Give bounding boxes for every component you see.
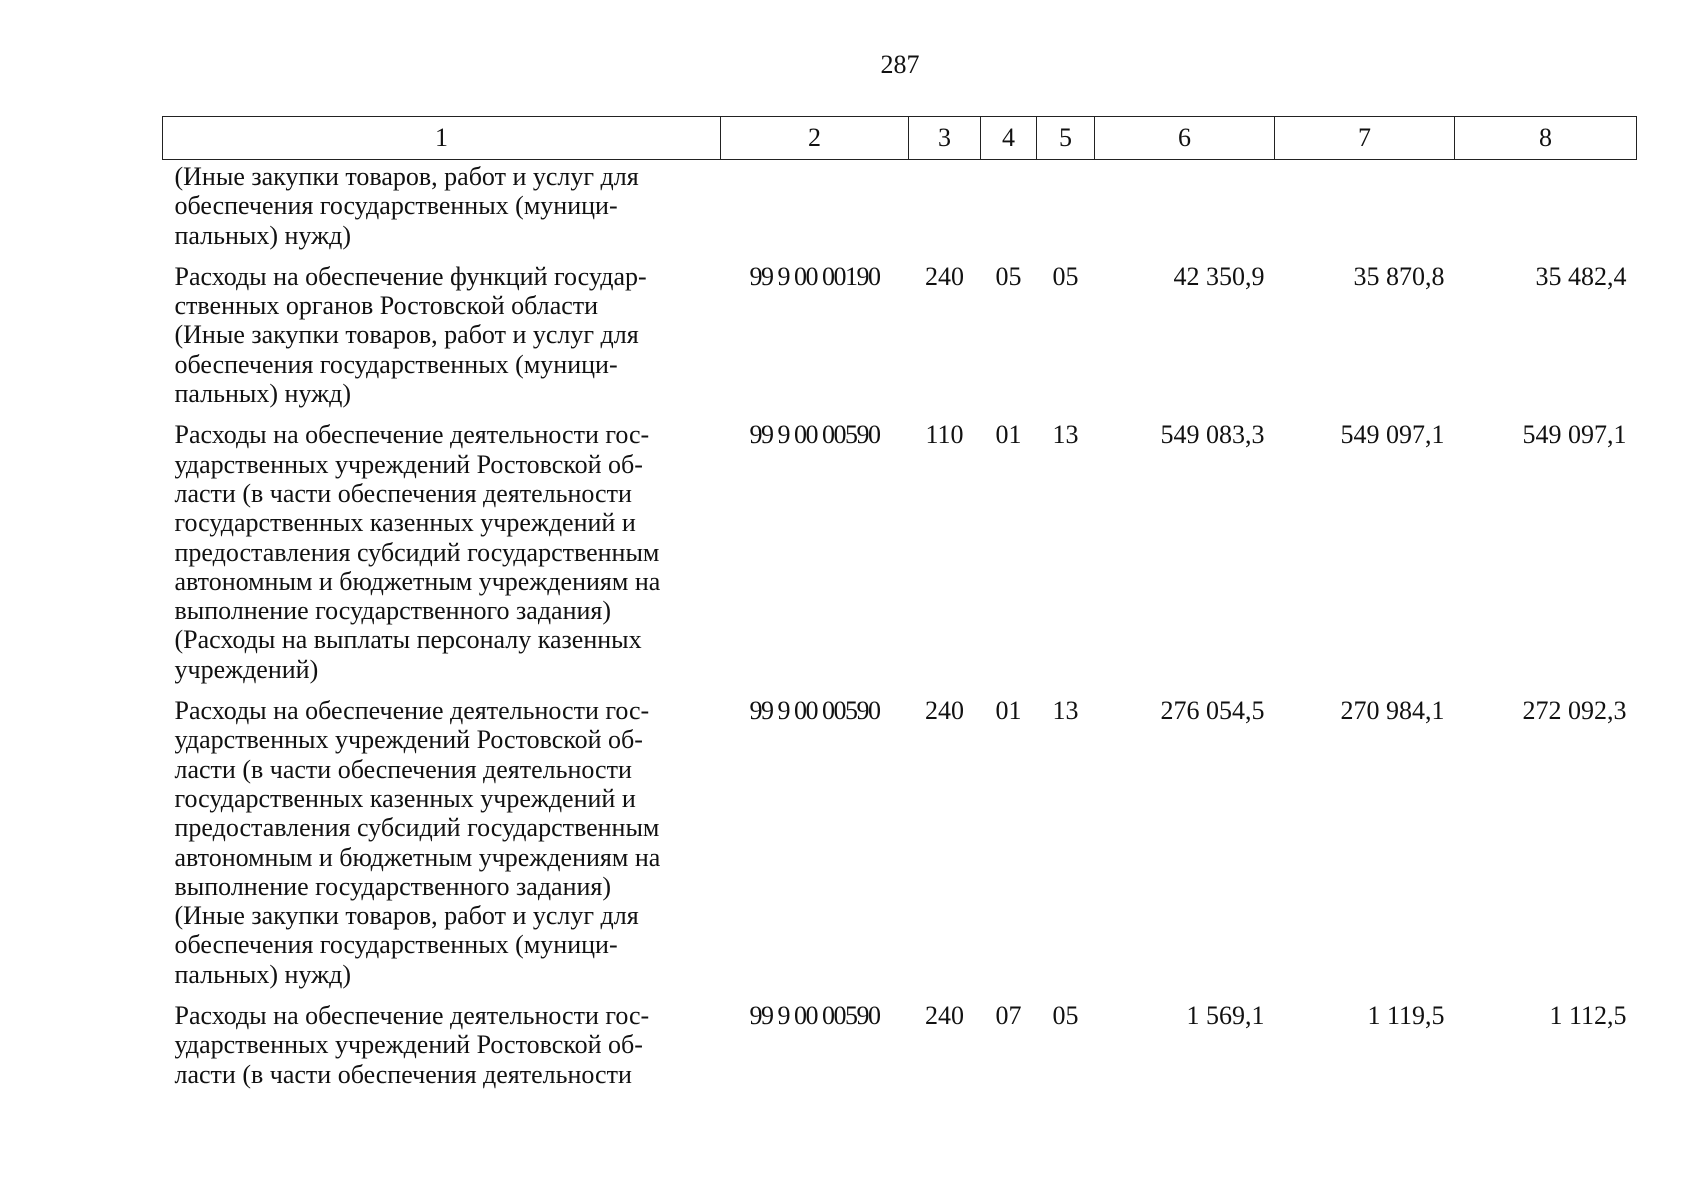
description-line: пальных) нужд) xyxy=(174,379,351,409)
expense-type-code: 240 xyxy=(925,696,964,726)
expense-type-code xyxy=(909,160,981,260)
description-line: ласти (в части обеспечения деятельности xyxy=(174,1059,632,1089)
description-line: выполнение государственного задания) xyxy=(174,596,612,626)
description-line: (Иные закупки товаров, работ и услуг для xyxy=(174,162,639,191)
amount-year-1: 1 569,1 xyxy=(1186,1001,1265,1031)
target-article-code: 99 9 00 00590 xyxy=(749,420,880,450)
subsection-code xyxy=(1037,160,1095,260)
description-line: государственных казенных учреждений и xyxy=(174,783,636,813)
description-line: (Расходы на выплаты персоналу казенных xyxy=(174,625,642,655)
expense-type-code: 240 xyxy=(925,1001,964,1031)
description-line: Расходы на обеспечение деятельности гос- xyxy=(174,1001,650,1031)
amount-year-3: 1 112,5 xyxy=(1549,1001,1627,1031)
amount-year-1 xyxy=(1095,160,1275,260)
column-header-2: 2 xyxy=(721,117,909,160)
amount-year-1: 276 054,5 xyxy=(1160,696,1265,726)
description-line: ударственных учреждений Ростовской об- xyxy=(174,725,643,755)
row-description xyxy=(163,694,721,999)
amount-year-3: 272 092,3 xyxy=(1522,696,1627,726)
amount-year-2: 270 984,1 xyxy=(1340,696,1445,726)
description-line: автономным и бюджетным учреждениям на xyxy=(174,842,661,872)
description-line: выполнение государственного задания) xyxy=(174,871,612,901)
description-line: ласти (в части обеспечения деятельности xyxy=(174,754,632,784)
description-line: Расходы на обеспечение деятельности гос- xyxy=(174,696,650,726)
column-header-5: 5 xyxy=(1037,117,1095,160)
target-article-code: 99 9 00 00590 xyxy=(749,1001,880,1031)
subsection-code: 05 xyxy=(1052,1001,1079,1031)
column-header-7: 7 xyxy=(1275,117,1455,160)
row-description xyxy=(163,260,721,418)
description-line: предоставления субсидий государственным xyxy=(174,537,660,567)
description-line: ударственных учреждений Ростовской об- xyxy=(174,449,643,479)
amount-year-2: 35 870,8 xyxy=(1353,261,1445,291)
description-line: Расходы на обеспечение деятельности гос- xyxy=(174,420,650,450)
section-code xyxy=(981,160,1037,260)
table-row xyxy=(163,999,1637,1099)
budget-table-container xyxy=(162,116,1636,1099)
amount-year-2 xyxy=(1275,160,1455,260)
description-line: обеспечения государственных (муници- xyxy=(174,930,618,960)
row-description xyxy=(163,418,721,694)
description-line: Расходы на обеспечение функций государ- xyxy=(174,261,647,291)
amount-year-2: 1 119,5 xyxy=(1367,1001,1445,1031)
table-row xyxy=(163,694,1637,999)
amount-year-1: 549 083,3 xyxy=(1160,420,1265,450)
description-line: учреждений) xyxy=(174,654,319,684)
subsection-code: 13 xyxy=(1052,420,1079,450)
amount-year-2: 549 097,1 xyxy=(1340,420,1445,450)
column-header-8: 8 xyxy=(1455,117,1637,160)
table-row xyxy=(163,418,1637,694)
table-row xyxy=(163,160,1637,260)
target-article-code xyxy=(721,160,909,260)
description-line: обеспечения государственных (муници- xyxy=(174,349,618,379)
row-description xyxy=(163,999,721,1099)
description-line: ственных органов Ростовской области xyxy=(174,291,599,321)
description-line: пальных) нужд) xyxy=(174,959,351,989)
amount-year-1: 42 350,9 xyxy=(1173,261,1265,291)
page-number: 287 xyxy=(880,50,920,79)
description-line: ласти (в части обеспечения деятельности xyxy=(174,478,632,508)
description-line: ударственных учреждений Ростовской об- xyxy=(174,1030,643,1060)
amount-year-3: 35 482,4 xyxy=(1535,261,1627,291)
description-line: пальных) нужд) xyxy=(174,220,351,250)
description-line: обеспечения государственных (муници- xyxy=(174,191,618,221)
column-header-3: 3 xyxy=(909,117,981,160)
target-article-code: 99 9 00 00190 xyxy=(749,261,880,291)
description-line: государственных казенных учреждений и xyxy=(174,508,636,538)
table-body xyxy=(163,160,1637,1099)
amount-year-3: 549 097,1 xyxy=(1522,420,1627,450)
amount-year-3 xyxy=(1455,160,1637,260)
column-header-6: 6 xyxy=(1095,117,1275,160)
description-line: предоставления субсидий государственным xyxy=(174,813,660,843)
column-header-4: 4 xyxy=(981,117,1037,160)
section-code: 01 xyxy=(995,420,1022,450)
expense-type-code: 110 xyxy=(925,420,964,450)
table-header-row xyxy=(163,117,1637,160)
subsection-code: 13 xyxy=(1052,696,1079,726)
expense-type-code: 240 xyxy=(925,261,964,291)
budget-table xyxy=(162,116,1637,1099)
section-code: 07 xyxy=(995,1001,1022,1031)
description-line: автономным и бюджетным учреждениям на xyxy=(174,566,661,596)
section-code: 01 xyxy=(995,696,1022,726)
column-header-1: 1 xyxy=(163,117,721,160)
description-line: (Иные закупки товаров, работ и услуг для xyxy=(174,901,639,931)
description-line: (Иные закупки товаров, работ и услуг для xyxy=(174,320,639,350)
table-row xyxy=(163,260,1637,418)
section-code: 05 xyxy=(995,261,1022,291)
row-description xyxy=(163,160,721,260)
subsection-code: 05 xyxy=(1052,261,1079,291)
target-article-code: 99 9 00 00590 xyxy=(749,696,880,726)
